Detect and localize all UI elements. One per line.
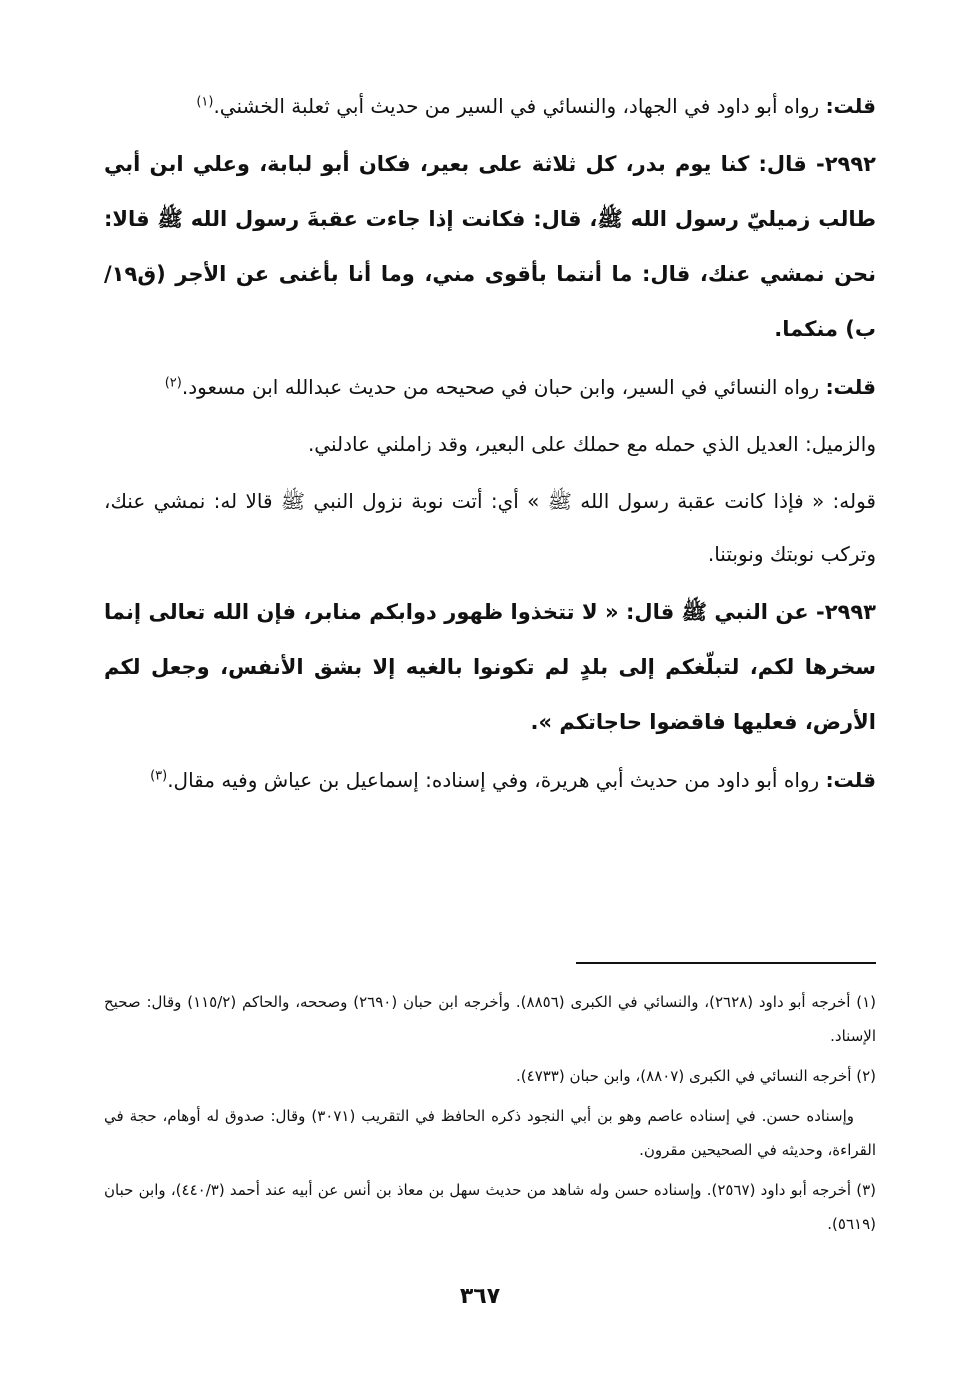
hadith-2992: ٢٩٩٢- قال: كنا يوم بدر، كل ثلاثة على بعير، فكان أبو لبابة، وعلي ابن أبي طالب زميليّ رسول الله ﷺ، قال: فكانت إذا جاءت عقبةَ رسول الله ﷺ قالا: نحن نمشي عنك، قال: ما أنتما بأقوى مني، وما أنا بأغنى عن الأجر (ق١٩/ب) منكما. — [104, 152, 876, 341]
paragraph-text: رواه أبو داود من حديث أبي هريرة، وفي إسناده: إسماعيل بن عياش وفيه مقال. — [167, 768, 826, 792]
footnote-1: (١) أخرجه أبو داود (٢٦٢٨)، والنسائي في الكبرى (٨٨٥٦). وأخرجه ابن حبان (٢٦٩٠) وصححه، والحاكم (١١٥/٢) وقال: صحيح الإسناد. — [104, 993, 877, 1045]
footnote-2: (٢) أخرجه النسائي في الكبرى (٨٨٠٧)، وابن حبان (٤٧٣٣). — [516, 1067, 876, 1085]
footnote-separator — [576, 962, 876, 964]
footnote-ref-3: (٣) — [150, 768, 168, 784]
paragraph-text: رواه أبو داود في الجهاد، والنسائي في السير من حديث أبي ثعلبة الخشني. — [213, 94, 826, 118]
page-number: ٣٦٧ — [459, 1284, 501, 1309]
page-body — [104, 80, 876, 811]
footnote-2-continued: وإسناده حسن. في إسناده عاصم وهو بن أبي النجود ذكره الحافظ في التقريب (٣٠٧١) وقال: صدوق له أوهام، حجة في القراءة، وحديثه في الصحيحين مقرون. — [104, 1107, 876, 1159]
footnote-3: (٣) أخرجه أبو داود (٢٥٦٧). وإسناده حسن وله شاهد من حديث سهل بن معاذ بن أنس عن أبيه عند أحمد (٤٤٠/٣)، وابن حبان (٥٦١٩). — [104, 1181, 876, 1233]
footnote-ref-2: (٢) — [164, 375, 182, 391]
hadith-2993: ٢٩٩٣- عن النبي ﷺ قال: « لا تتخذوا ظهور دوابكم منابر، فإن الله تعالى إنما سخرها لكم، لتبلّغكم إلى بلدٍ لم تكونوا بالغيه إلا بشق الأنفس، وجعل لكم الأرض، فعليها فاقضوا حاجاتكم ». — [104, 600, 876, 734]
definition-zamil: والزميل: العديل الذي حمله مع حملك على البعير، وقد زاملني عادلني. — [307, 432, 876, 456]
paragraph-qult-2 — [104, 361, 876, 414]
paragraph-text: رواه النسائي في السير، وابن حبان في صحيحه من حديث عبدالله ابن مسعود. — [181, 375, 826, 399]
qult-label: قلت: — [825, 768, 876, 792]
explanation-paragraph: قوله: « فإذا كانت عقبة رسول الله ﷺ » أي: أتت نوبة نزول النبي ﷺ قالا له: نمشي عنك، وتركب نوبتك ونوبتنا. — [104, 489, 876, 566]
paragraph-qult-3 — [104, 754, 876, 807]
footnote-ref-1: (١) — [196, 94, 214, 110]
footnotes-section — [104, 985, 876, 1247]
qult-label: قلت: — [825, 375, 876, 399]
paragraph-qult-1 — [104, 80, 876, 133]
qult-label: قلت: — [825, 94, 876, 118]
